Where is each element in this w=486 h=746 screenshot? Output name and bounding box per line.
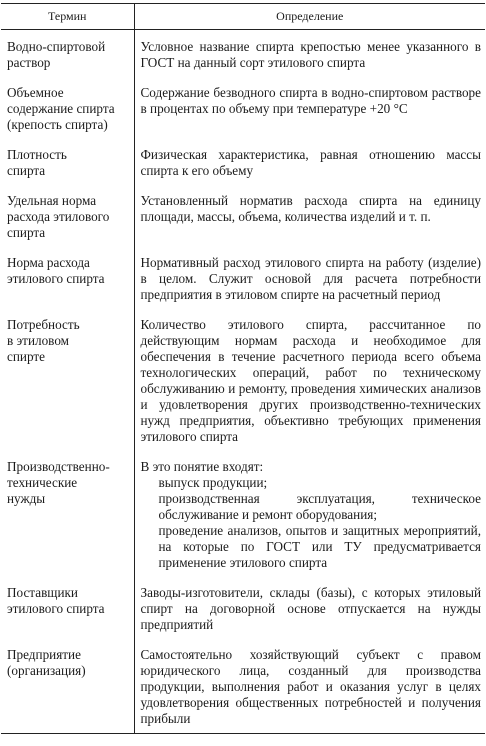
table-header-row [1, 4, 485, 30]
term-cell: Предприятие (организация) [1, 647, 134, 734]
definition-list-item: выпуск продукции; [158, 475, 268, 490]
term-cell: Объемное содержание спирта (крепость спирта) [1, 85, 134, 147]
definition-cell: Условное название спирта крепостью менее указанного в ГОСТ на данный сорт этилового спирта [140, 39, 481, 70]
table-row [1, 459, 485, 585]
table-row [1, 585, 485, 647]
table-row [1, 85, 485, 147]
definition-cell: Самостоятельно хозяйствующий субъект с правом юридического лица, созданный для производства продукции, выполнения работ и оказания услуг в целях удовлетворения общественных потребностей и получения прибыли [134, 647, 485, 734]
definition-intro: В это понятие входят: [140, 459, 264, 474]
term-cell: Производственно-технические нужды [1, 459, 134, 585]
term-cell: Удельная норма расхода этилового спирта [1, 193, 134, 255]
table-row [1, 255, 485, 317]
definition-cell: Заводы-изготовители, склады (базы), с которых этиловый спирт на договорной основе отпускается на нужды предприятий [140, 585, 481, 632]
definition-cell [134, 459, 485, 585]
definition-cell: Количество этилового спирта, рассчитанное по действующим нормам расхода и необходимое для обеспечения в течение расчетного периода всего объема технологических операций, работ по техническому обслуживанию и ремонту, проведения химических анализов и удовлетворения других производственно-технических нужд предприятия, объективно требующих применения этилового спирта [140, 317, 481, 444]
table-row [1, 30, 485, 86]
table-row [1, 193, 485, 255]
terms-table [1, 3, 485, 734]
definition-list-item: проведение анализов, опытов и защитных мероприятий, на которые по ГОСТ или ТУ предусматривается применение этилового спирта [158, 523, 481, 570]
table-row [1, 647, 485, 734]
term-cell: Поставщики этилового спирта [1, 585, 134, 647]
term-cell: Норма расхода этилового спирта [1, 255, 134, 317]
definition-list-item: производственная эксплуатация, техническое обслуживание и ремонт оборудования; [158, 491, 481, 522]
term-cell: Потребность в этиловом спирте [1, 317, 134, 459]
table-row [1, 317, 485, 459]
term-cell: Водно-спиртовой раствор [1, 30, 134, 86]
term-cell: Плотность спирта [1, 147, 134, 193]
header-definition: Определение [134, 4, 485, 30]
definition-cell: Физическая характеристика, равная отношению массы спирта к его объему [140, 147, 481, 178]
header-term: Термин [1, 4, 134, 30]
table-row [1, 147, 485, 193]
definition-cell: Содержание безводного спирта в водно-спиртовом растворе в процентах по объему при температуре +20 °С [140, 85, 481, 116]
definition-cell: Нормативный расход этилового спирта на работу (изделие) в целом. Служит основой для расчета потребности предприятия в этиловом спирте на расчетный период [140, 255, 481, 302]
definition-cell: Установленный норматив расхода спирта на единицу площади, массы, объема, количества изделий и т. п. [140, 193, 481, 224]
